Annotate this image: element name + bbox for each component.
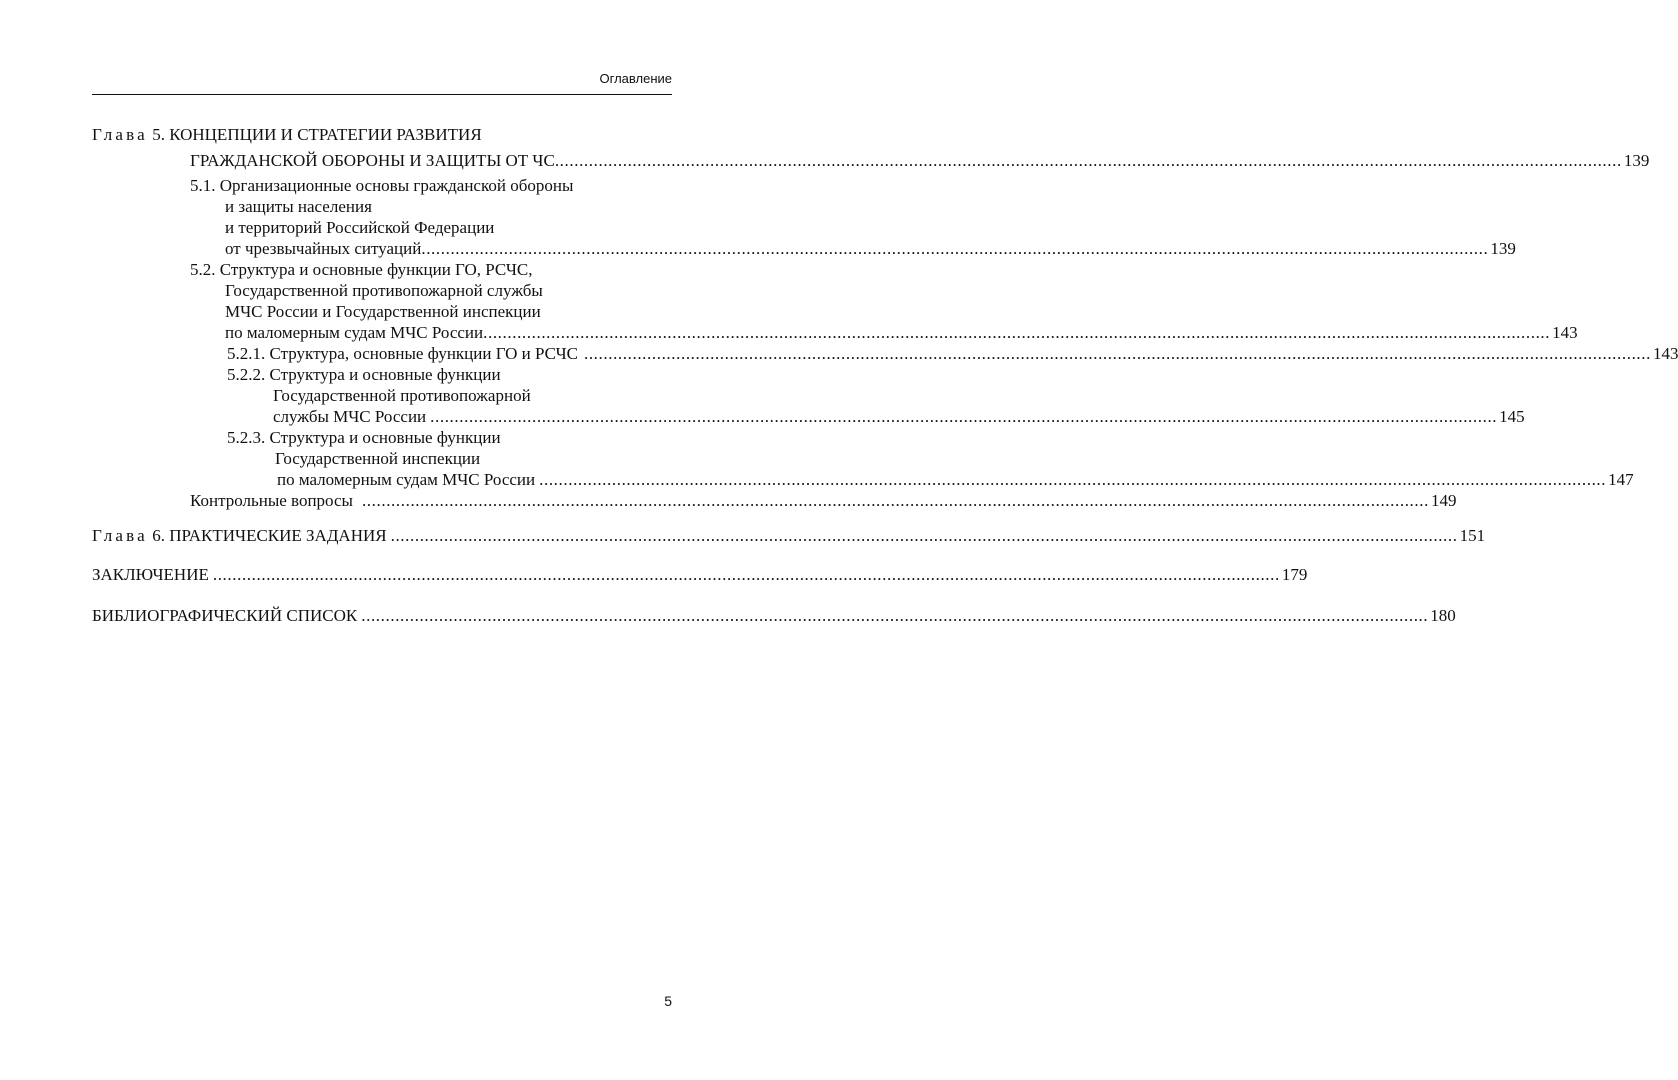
header-rule [92,94,672,95]
section-5-2-line3: МЧС России и Государственной инспекции [225,302,541,321]
page-ref: 139 [1623,151,1650,170]
leader-dots: ............................................................................................................................................................................................................................ [430,407,1498,426]
toc-entry-bibliography[interactable]: БИБЛИОГРАФИЧЕСКИЙ СПИСОК ............................................................................................................................................................................................................................ 180 [92,606,1456,625]
chapter-5-number: 5. [152,125,165,144]
leader-dots: ............................................................................................................................................................................................................................ [554,151,1622,170]
section-5-2-line1: 5.2. Структура и основные функции ГО, РСЧС, [190,260,533,279]
toc-entry-control-questions[interactable]: Контрольные вопросы ............................................................................................................................................................................................................................ 149 [190,491,1457,510]
section-5-2-line2: Государственной противопожарной службы [225,281,543,300]
section-5-1-line3: и территорий Российской Федерации [225,218,495,237]
toc-entry-chapter-6[interactable] [92,525,1486,547]
page-ref: 143 [1552,323,1578,342]
chapter-5-heading-line [92,124,672,146]
section-5-2-3-line2: Государственной инспекции [275,449,481,468]
page-ref: 147 [1608,470,1634,489]
chapter-6-number: 6. [152,526,165,545]
toc-entry-section-5-1[interactable]: от чрезвычайных ситуаций ............................................................................................................................................................................................................................ 139 [225,239,1516,258]
leader-dots: ............................................................................................................................................................................................................................ [212,565,1280,584]
toc-entry-section-5-2-2[interactable]: службы МЧС России ............................................................................................................................................................................................................................ 145 [273,407,1525,426]
chapter-6-title: ПРАКТИЧЕСКИЕ ЗАДАНИЯ [169,526,387,545]
page-ref: 139 [1490,239,1516,258]
leader-dots: ............................................................................................................................................................................................................................ [483,323,1551,342]
page-ref: 143 [1652,344,1678,363]
section-5-2-2-line2: Государственной противопожарной [273,386,531,405]
leader-dots: ............................................................................................................................................................................................................................ [361,491,1429,510]
chapter-6-label: Глава [92,526,148,545]
toc-entry-section-5-2-3[interactable]: по маломерным судам МЧС России ............................................................................................................................................................................................................................ 147 [277,470,1634,489]
chapter-5-label: Глава [92,125,148,144]
running-head: Оглавление [599,71,672,86]
toc-entry-chapter-5[interactable] [92,150,1650,172]
toc-entry-section-5-2[interactable]: по маломерным судам МЧС России ............................................................................................................................................................................................................................ 143 [225,323,1578,342]
chapter-5-title-line2: ГРАЖДАНСКОЙ ОБОРОНЫ И ЗАЩИТЫ ОТ ЧС [190,151,555,170]
toc-entry-section-5-2-1[interactable]: 5.2.1. Структура, основные функции ГО и РСЧС ............................................................................................................................................................................................................................ 143 [227,344,1678,363]
page-number: 5 [664,993,672,1009]
section-5-2-2-line1: 5.2.2. Структура и основные функции [227,365,501,384]
page-ref: 149 [1430,491,1457,510]
page-ref: 179 [1281,565,1308,584]
section-5-1-line2: и защиты населения [225,197,372,216]
page-ref: 180 [1430,606,1456,625]
toc-entry-conclusion[interactable]: ЗАКЛЮЧЕНИЕ ............................................................................................................................................................................................................................ 179 [92,565,1308,584]
section-5-1-line1: 5.1. Организационные основы гражданской обороны [190,176,574,195]
leader-dots: ............................................................................................................................................................................................................................ [539,470,1607,489]
leader-dots: ............................................................................................................................................................................................................................ [421,239,1489,258]
page-ref: 151 [1459,526,1486,545]
leader-dots: ............................................................................................................................................................................................................................ [583,344,1651,363]
section-5-2-3-line1: 5.2.3. Структура и основные функции [227,428,501,447]
leader-dots: ............................................................................................................................................................................................................................ [361,606,1429,625]
page-ref: 145 [1499,407,1525,426]
leader-dots: ............................................................................................................................................................................................................................ [390,526,1458,545]
chapter-5-title-line1: КОНЦЕПЦИИ И СТРАТЕГИИ РАЗВИТИЯ [169,125,482,144]
